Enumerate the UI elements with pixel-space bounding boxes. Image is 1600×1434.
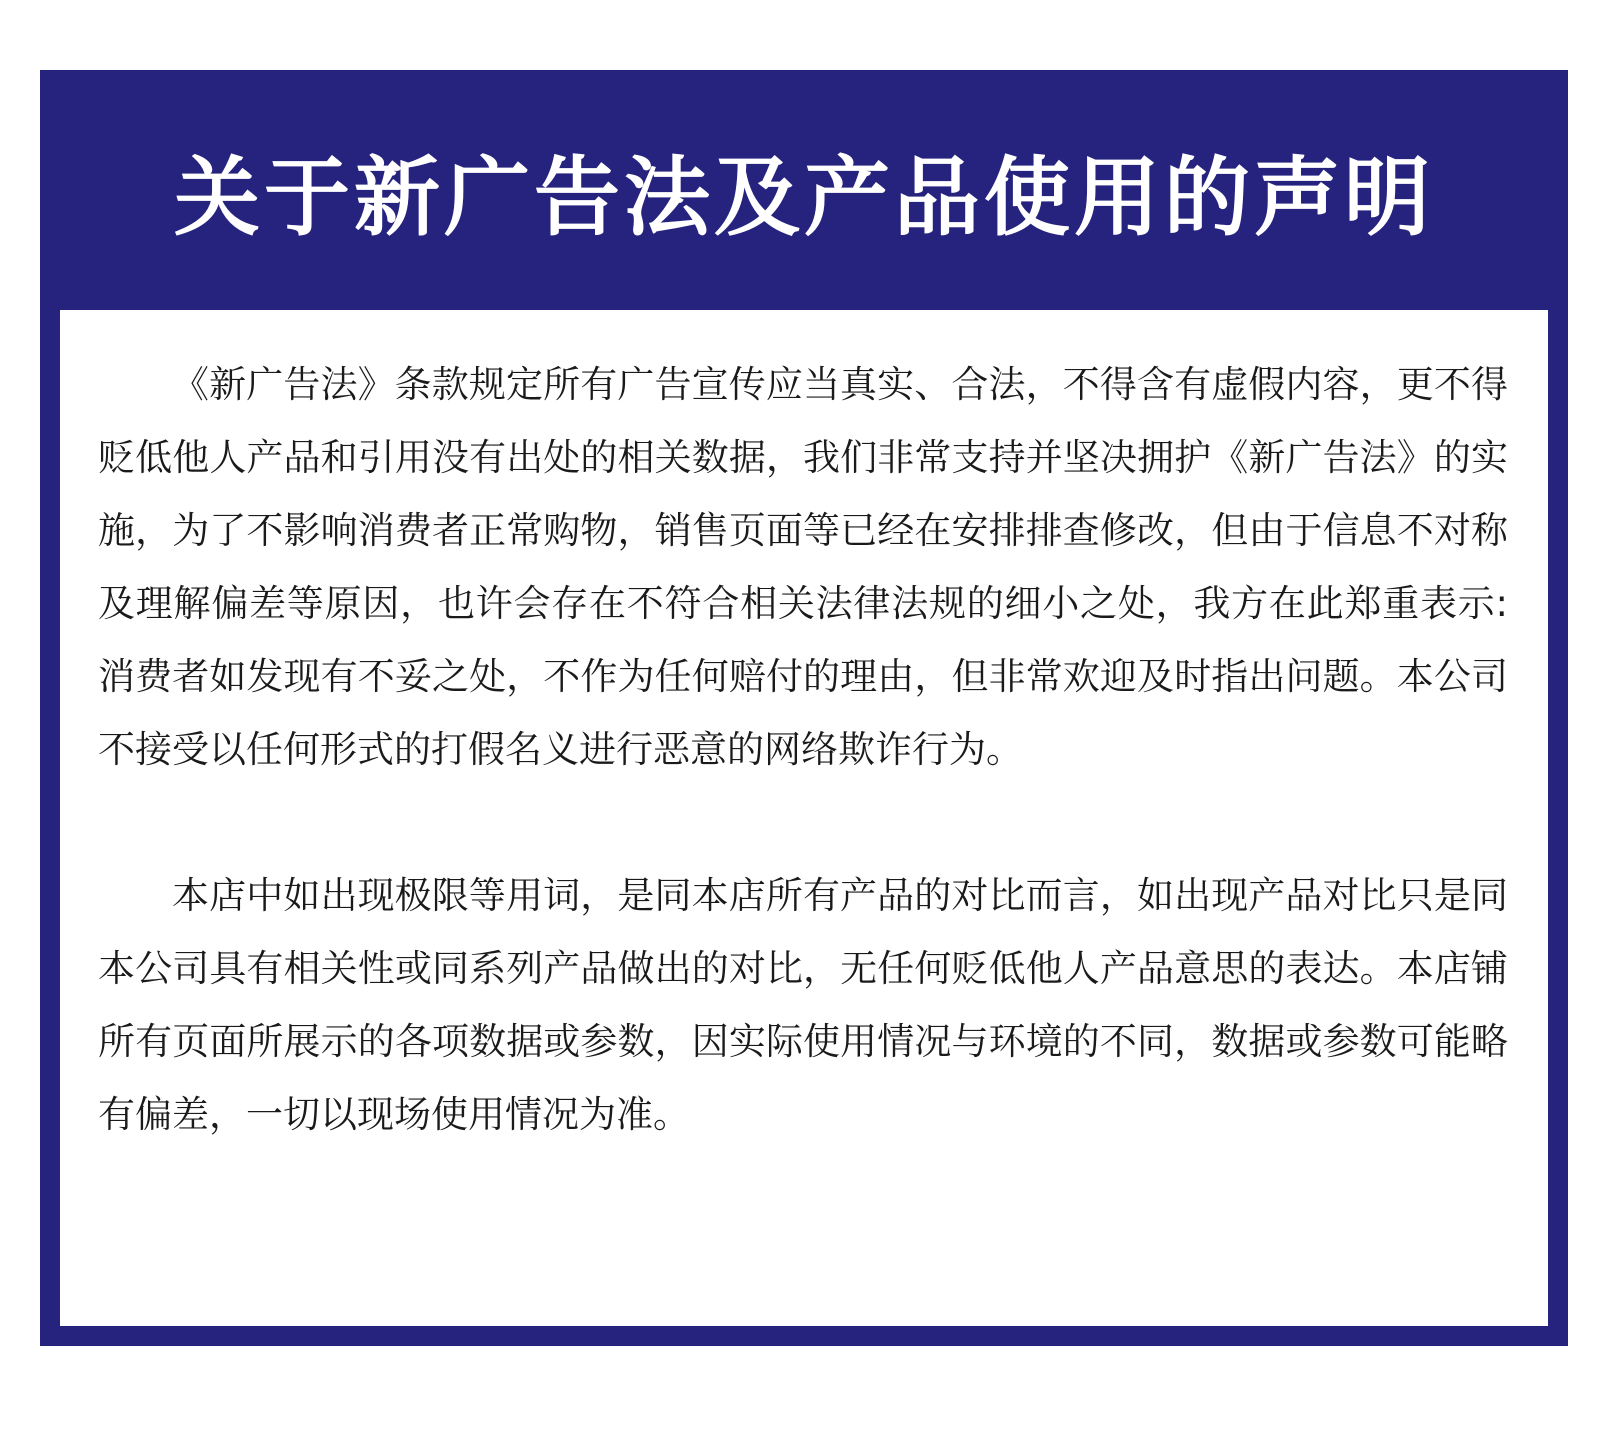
notice-frame: [40, 70, 1568, 1346]
notice-body: [60, 310, 1548, 1326]
notice-paragraph-ad-law: 《新广告法》条款规定所有广告宣传应当真实、合法，不得含有虚假内容，更不得贬低他人产品和引用没有出处的相关数据，我们非常支持并坚决拥护《新广告法》的实施，为了不影响消费者正常购物，销售页面等已经在安排排查修改，但由于信息不对称及理解偏差等原因，也许会存在不符合相关法律法规的细小之处，我方在此郑重表示:消费者如发现有不妥之处，不作为任何赔付的理由，但非常欢迎及时指出问题。本公司不接受以任何形式的打假名义进行恶意的网络欺诈行为。: [98, 363, 1508, 771]
notice-paragraph-terms: 本店中如出现极限等用词，是同本店所有产品的对比而言，如出现产品对比只是同本公司具有相关性或同系列产品做出的对比，无任何贬低他人产品意思的表达。本店铺所有页面所展示的各项数据或参数，因实际使用情况与环境的不同，数据或参数可能略有偏差，一切以现场使用情况为准。: [98, 874, 1508, 1136]
notice-title: 关于新广告法及产品使用的声明: [174, 148, 1434, 248]
